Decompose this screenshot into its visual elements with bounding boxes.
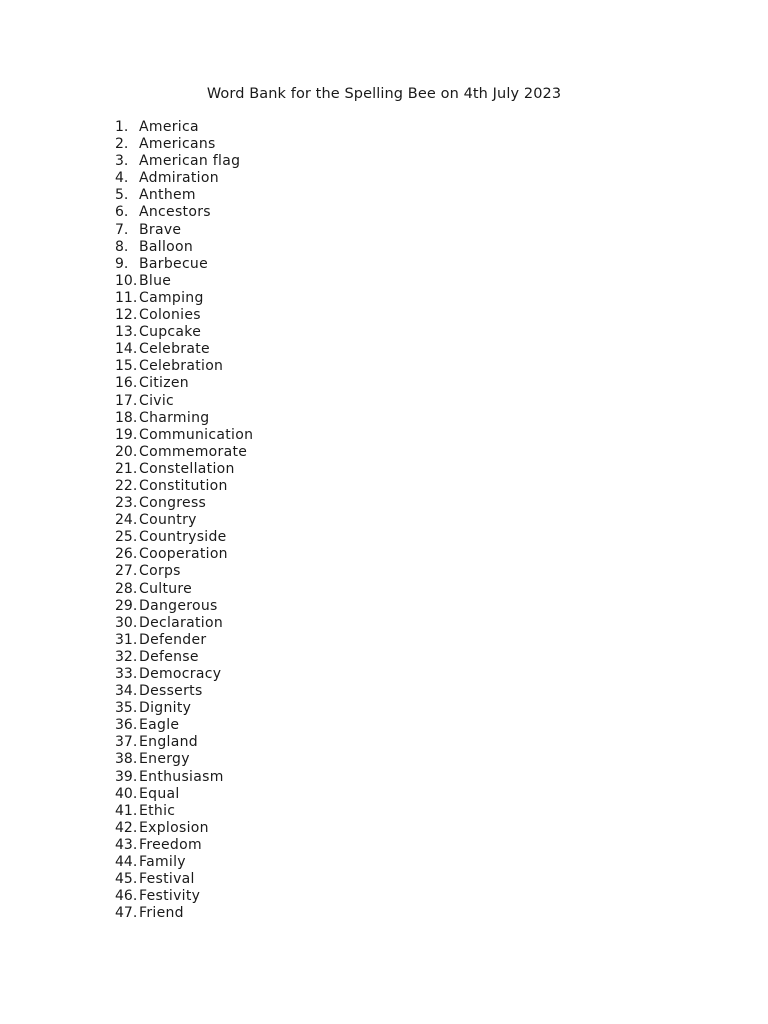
item-word: Countryside [139, 529, 227, 546]
item-number: 39. [115, 768, 138, 785]
item-number: 14. [115, 341, 138, 358]
item-number: 29. [115, 597, 138, 614]
item-number: 23. [115, 495, 138, 512]
list-item [115, 410, 253, 427]
list-item [115, 632, 253, 649]
list-item [115, 854, 253, 871]
item-number: 42. [115, 819, 138, 836]
item-number: 8. [115, 238, 129, 255]
list-item [115, 615, 253, 632]
item-word: Declaration [139, 614, 224, 631]
item-number: 2. [115, 136, 129, 153]
item-number: 22. [115, 477, 138, 494]
list-item [115, 837, 253, 854]
item-word: Celebrate [139, 341, 210, 358]
item-number: 12. [115, 307, 138, 324]
item-number: 28. [115, 580, 138, 597]
list-item [115, 751, 253, 768]
item-word: Constitution [139, 477, 228, 494]
list-item [115, 358, 253, 375]
list-item [115, 461, 253, 478]
list-item [115, 563, 253, 580]
list-item [115, 786, 253, 803]
list-item [115, 683, 253, 700]
item-number: 17. [115, 392, 138, 409]
item-word: Explosion [139, 819, 209, 836]
list-item [115, 324, 253, 341]
item-number: 21. [115, 460, 138, 477]
item-word: Americans [139, 136, 216, 153]
item-number: 16. [115, 375, 138, 392]
list-item [115, 820, 253, 837]
word-list [115, 119, 253, 922]
item-word: Cooperation [139, 546, 228, 563]
item-word: Constellation [139, 460, 235, 477]
list-item [115, 478, 253, 495]
list-item [115, 187, 253, 204]
item-word: Commemorate [139, 443, 248, 460]
list-item [115, 444, 253, 461]
document-title: Word Bank for the Spelling Bee on 4th July 2023 [206, 86, 562, 102]
list-item [115, 256, 253, 273]
item-number: 5. [115, 187, 129, 204]
list-item [115, 153, 253, 170]
item-word: Culture [139, 580, 193, 597]
list-item [115, 393, 253, 410]
list-item [115, 700, 253, 717]
item-word: Ancestors [139, 204, 211, 221]
item-number: 32. [115, 648, 138, 665]
list-item [115, 905, 253, 922]
list-item [115, 222, 253, 239]
item-word: Freedom [139, 836, 202, 853]
item-number: 41. [115, 802, 138, 819]
item-word: Camping [139, 289, 204, 306]
item-word: Communication [139, 426, 254, 443]
item-word: Dignity [139, 700, 192, 717]
item-word: Balloon [139, 238, 194, 255]
item-word: Congress [139, 495, 207, 512]
item-word: Desserts [139, 683, 203, 700]
item-number: 34. [115, 683, 138, 700]
list-item [115, 649, 253, 666]
item-word: England [139, 734, 198, 751]
item-word: Democracy [139, 666, 222, 682]
item-word: Equal [139, 785, 180, 802]
list-item [115, 427, 253, 444]
list-item [115, 888, 253, 905]
item-word: Defense [139, 648, 199, 665]
item-number: 46. [115, 888, 138, 905]
item-word: Energy [139, 751, 190, 768]
item-number: 45. [115, 871, 138, 888]
item-number: 13. [115, 324, 138, 341]
item-number: 11. [115, 289, 138, 306]
list-item [115, 717, 253, 734]
item-number: 43. [115, 836, 138, 853]
item-word: Defender [139, 631, 207, 648]
list-item [115, 170, 253, 187]
list-item [115, 375, 253, 392]
item-number: 30. [115, 614, 138, 631]
item-word: Festival [139, 871, 195, 888]
item-word: Civic [139, 392, 175, 409]
list-item [115, 803, 253, 820]
item-word: America [139, 119, 199, 135]
list-item [115, 290, 253, 307]
list-item [115, 529, 253, 546]
item-number: 6. [115, 204, 129, 221]
item-word: Charming [139, 409, 210, 426]
item-number: 44. [115, 854, 138, 871]
item-number: 35. [115, 700, 138, 717]
item-word: Admiration [139, 170, 219, 187]
list-item [115, 495, 253, 512]
item-word: Enthusiasm [139, 768, 224, 785]
item-number: 9. [115, 255, 129, 272]
item-number: 19. [115, 426, 138, 443]
list-item [115, 871, 253, 888]
item-word: Corps [139, 563, 181, 580]
list-item [115, 307, 253, 324]
item-number: 38. [115, 751, 138, 768]
item-number: 26. [115, 546, 138, 563]
list-item [115, 136, 253, 153]
item-number: 25. [115, 529, 138, 546]
item-number: 15. [115, 358, 138, 375]
item-word: Country [139, 512, 197, 529]
item-number: 47. [115, 905, 138, 922]
list-item [115, 598, 253, 615]
item-word: Colonies [139, 307, 201, 324]
item-number: 7. [115, 221, 129, 238]
item-word: Citizen [139, 375, 189, 392]
list-item [115, 581, 253, 598]
item-word: Celebration [139, 358, 224, 375]
list-item [115, 546, 253, 563]
item-word: Friend [139, 905, 184, 922]
item-number: 31. [115, 631, 138, 648]
list-item [115, 734, 253, 751]
item-number: 4. [115, 170, 129, 187]
item-word: Ethic [139, 802, 176, 819]
item-word: Blue [139, 272, 172, 289]
item-word: Festivity [139, 888, 201, 905]
item-word: Anthem [139, 187, 196, 204]
item-number: 1. [115, 119, 129, 135]
list-item [115, 769, 253, 786]
item-number: 36. [115, 717, 138, 734]
list-item [115, 119, 253, 136]
item-number: 18. [115, 409, 138, 426]
item-number: 3. [115, 153, 129, 170]
item-word: American flag [139, 153, 241, 170]
item-word: Family [139, 854, 186, 871]
item-number: 40. [115, 785, 138, 802]
item-word: Brave [139, 221, 182, 238]
item-number: 27. [115, 563, 138, 580]
item-word: Eagle [139, 717, 180, 734]
list-item [115, 341, 253, 358]
item-word: Dangerous [139, 597, 218, 614]
item-number: 37. [115, 734, 138, 751]
list-item [115, 204, 253, 221]
item-number: 33. [115, 666, 138, 682]
item-number: 20. [115, 443, 138, 460]
list-item [115, 666, 253, 683]
list-item [115, 512, 253, 529]
list-item [115, 239, 253, 256]
item-number: 10. [115, 272, 138, 289]
list-item [115, 273, 253, 290]
item-word: Barbecue [139, 255, 209, 272]
item-number: 24. [115, 512, 138, 529]
item-word: Cupcake [139, 324, 202, 341]
